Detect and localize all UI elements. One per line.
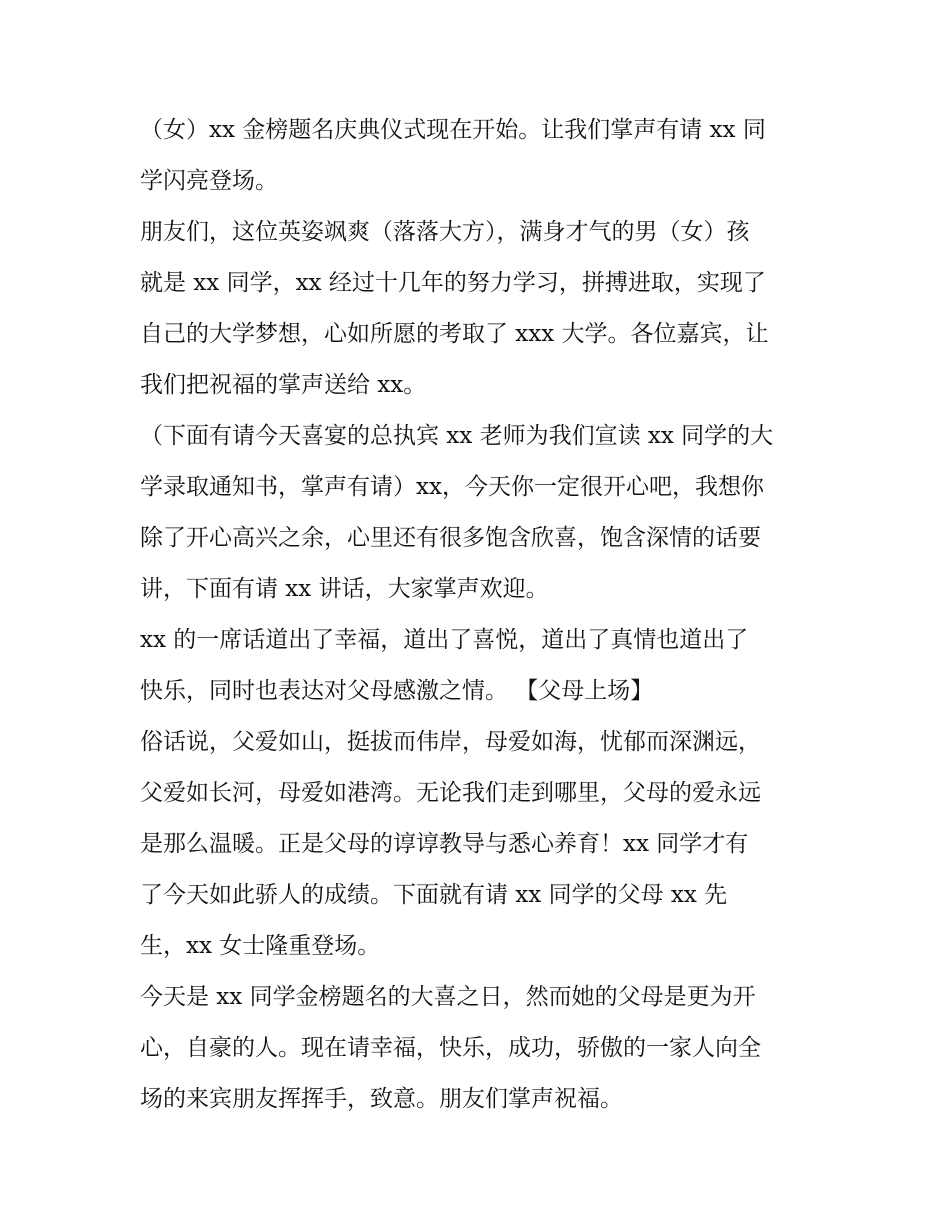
text-line: （下面有请今天喜宴的总执宾 xx 老师为我们宣读 xx 同学的大 xyxy=(140,423,774,449)
text-line: 是那么温暖。正是父母的谆谆教导与悉心养育！xx 同学才有 xyxy=(140,831,749,857)
text-line: 自己的大学梦想，心如所愿的考取了 xxx 大学。各位嘉宾，让 xyxy=(140,321,769,347)
text-line: 快乐，同时也表达对父母感激之情。 【父母上场】 xyxy=(140,678,654,704)
text-line: 学录取通知书，掌声有请）xx，今天你一定很开心吧，我想你 xyxy=(140,474,764,500)
text-line: 场的来宾朋友挥挥手，致意。朋友们掌声祝福。 xyxy=(140,1086,623,1112)
text-line: （女）xx 金榜题名庆典仪式现在开始。让我们掌声有请 xx 同 xyxy=(140,117,766,143)
document-body xyxy=(140,105,820,1125)
text-line: 我们把祝福的掌声送给 xx。 xyxy=(140,372,427,398)
text-line: 俗话说，父爱如山，挺拔而伟岸，母爱如海，忧郁而深渊远， xyxy=(140,729,761,755)
text-line: 心，自豪的人。现在请幸福，快乐，成功，骄傲的一家人向全 xyxy=(140,1035,761,1061)
text-line: 了今天如此骄人的成绩。下面就有请 xx 同学的父母 xx 先 xyxy=(140,882,728,908)
text-line: 除了开心高兴之余，心里还有很多饱含欣喜，饱含深情的话要 xyxy=(140,525,761,551)
text-line: 朋友们，这位英姿飒爽（落落大方），满身才气的男（女）孩 xyxy=(140,219,750,245)
text-line: xx 的一席话道出了幸福，道出了喜悦，道出了真情也道出了 xyxy=(140,627,749,653)
text-line: 学闪亮登场。 xyxy=(140,168,278,194)
text-line: 今天是 xx 同学金榜题名的大喜之日，然而她的父母是更为开 xyxy=(140,984,756,1010)
text-line: 父爱如长河，母爱如港湾。无论我们走到哪里，父母的爱永远 xyxy=(140,780,761,806)
text-line: 讲，下面有请 xx 讲话，大家掌声欢迎。 xyxy=(140,576,549,602)
text-line: 就是 xx 同学，xx 经过十几年的努力学习，拼搏进取，实现了 xyxy=(140,270,766,296)
text-line: 生，xx 女士隆重登场。 xyxy=(140,933,381,959)
